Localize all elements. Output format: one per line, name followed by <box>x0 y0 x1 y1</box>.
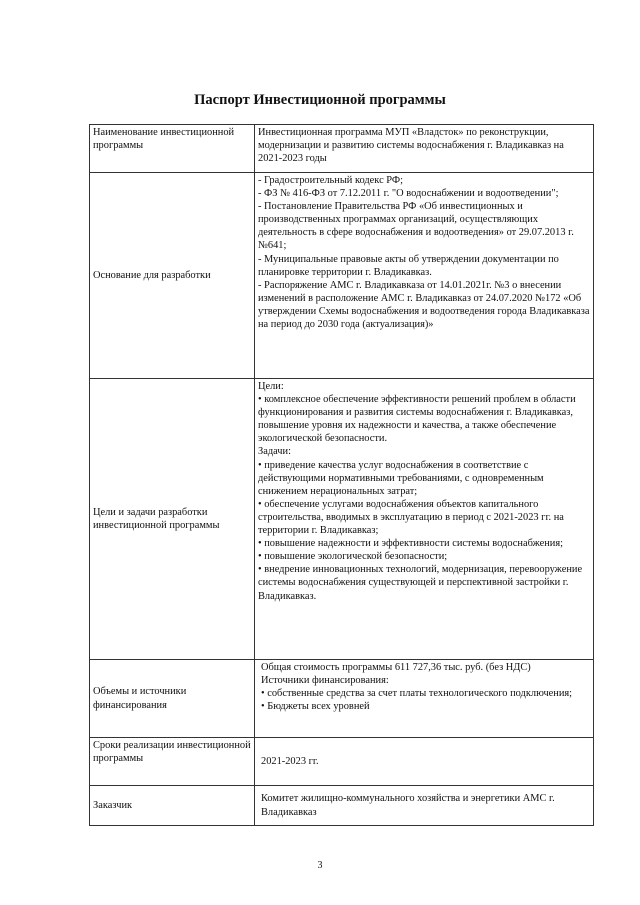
text-line: - Муниципальные правовые акты об утверждении документации по планировке территории г. Владикавказ. <box>258 253 559 278</box>
text-line: • внедрение инновационных технологий, модернизация, перевооружение системы водоснабжения существующей и перспективной застройки г. Владикавказ. <box>258 564 583 602</box>
row-value-funding <box>255 660 594 738</box>
row-label-basis: Основание для разработки <box>90 173 255 379</box>
text-line: Задачи: <box>258 446 291 458</box>
row-label-customer: Заказчик <box>90 786 255 826</box>
document-title: Паспорт Инвестиционной программы <box>194 92 446 108</box>
row-label-goals: Цели и задачи разработки инвестиционной программы <box>90 379 255 660</box>
text-line: • повышение надежности и эффективности системы водоснабжения; <box>258 538 564 550</box>
text-line: • приведение качества услуг водоснабжения в соответствие с действующими нормативными требованиями, с одновременным снижением нерациональных затрат; <box>258 459 544 497</box>
text-line: Инвестиционная программа МУП «Владсток» по реконструкции, модернизации и развитию системы водоснабжения г. Владикавказ на 2021-2023 годы <box>258 127 564 165</box>
table-row <box>90 660 594 738</box>
table-row <box>90 125 594 173</box>
text-line: Комитет жилищно-коммунального хозяйства и энергетики АМС г. Владикавказ <box>261 793 555 818</box>
text-line: - Распоряжение АМС г. Владикавказа от 14.01.2021г. №3 о внесении изменений в расположение АМС г. Владикавказ от 24.07.2020 №172 «Об утверждении Схемы водоснабжения и водоотведения города Владикавказа на период до 2030 года (актуализация)» <box>258 279 590 331</box>
text-line: 2021-2023 гг. <box>261 755 319 767</box>
row-value-customer <box>255 786 594 826</box>
passport-table <box>89 124 594 826</box>
text-line: Цели: <box>258 381 284 392</box>
row-label-program-name: Наименование инвестиционной программы <box>90 125 255 173</box>
row-value-program-name <box>255 125 594 173</box>
text-line: - Градостроительный кодекс РФ; <box>258 175 403 186</box>
text-line: - Постановление Правительства РФ «Об инвестиционных и производственных программах организаций, осуществляющих деятельность в сфере водоснабжения и водоотведения» от 29.07.2013 г. №641; <box>258 201 574 252</box>
text-line: Общая стоимость программы 611 727,36 тыс. руб. (без НДС) <box>261 662 531 673</box>
page-number: 3 <box>317 860 323 871</box>
text-line: • повышение экологической безопасности; <box>258 551 448 563</box>
row-label-terms: Сроки реализации инвестиционной программы <box>90 738 255 786</box>
row-value-goals <box>255 379 594 660</box>
table-row <box>90 738 594 786</box>
table-row <box>90 379 594 660</box>
row-value-basis <box>255 173 594 379</box>
text-line: • обеспечение услугами водоснабжения объектов капитального строительства, вводимых в эксплуатацию в период с 2021-2023 гг. на территории г. Владикавказ; <box>258 498 564 537</box>
row-label-funding: Объемы и источники финансирования <box>90 660 255 738</box>
text-line: • комплексное обеспечение эффективности решений проблем в области функционирования и развития системы водоснабжения г. Владикавказ, повышение уровня их надежности и качества, а также обеспечение экологической безопасности. <box>258 394 576 445</box>
table-row <box>90 173 594 379</box>
text-line: Источники финансирования: <box>261 675 389 687</box>
table-row <box>90 786 594 826</box>
text-line: - ФЗ № 416-ФЗ от 7.12.2011 г. "О водоснабжении и водоотведении"; <box>258 188 559 200</box>
text-line: • собственные средства за счет платы технологического подключения; <box>261 688 573 700</box>
row-value-terms <box>255 738 594 786</box>
text-line: • Бюджеты всех уровней <box>261 701 370 713</box>
